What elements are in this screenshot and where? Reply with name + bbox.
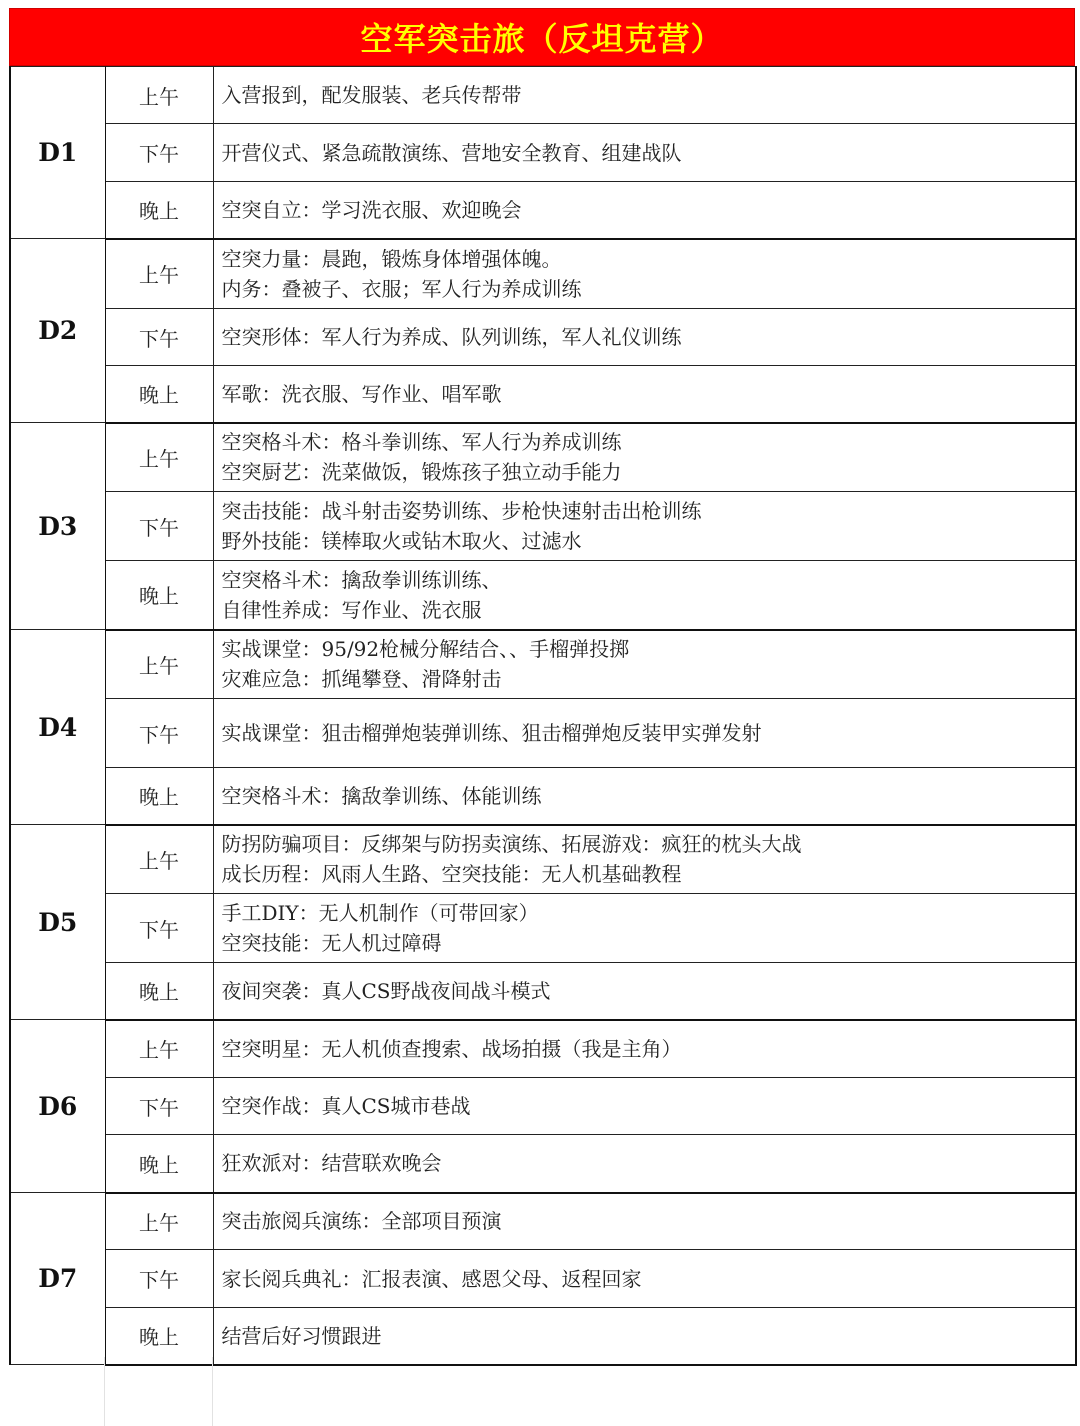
day-label: D1 bbox=[10, 67, 105, 239]
schedule-row bbox=[10, 1193, 1076, 1250]
schedule-row bbox=[10, 963, 1076, 1020]
schedule-row bbox=[10, 1250, 1076, 1308]
period-label: 上午 bbox=[105, 630, 213, 699]
schedule-row bbox=[10, 423, 1076, 492]
period-label: 上午 bbox=[105, 239, 213, 309]
activity-cell bbox=[213, 963, 1076, 1020]
schedule-row bbox=[10, 1308, 1076, 1365]
schedule-row bbox=[10, 561, 1076, 630]
period-label: 下午 bbox=[105, 124, 213, 182]
schedule-row bbox=[10, 768, 1076, 825]
activity-line: 自律性养成：写作业、洗衣服 bbox=[221, 597, 482, 622]
schedule-row bbox=[10, 366, 1076, 423]
activity-line: 入营报到，配发服装、老兵传帮带 bbox=[221, 83, 522, 107]
period-label: 晚上 bbox=[105, 366, 213, 423]
activity-cell bbox=[213, 630, 1076, 699]
schedule-row bbox=[10, 699, 1076, 768]
activity-line: 夜间突袭：真人CS野战夜间战斗模式 bbox=[221, 978, 551, 1003]
activity-line: 空突明星：无人机侦查搜索、战场拍摄（我是主角） bbox=[221, 1036, 682, 1061]
period-label: 上午 bbox=[105, 67, 213, 124]
schedule-sheet bbox=[9, 8, 1075, 1366]
activity-cell bbox=[213, 1250, 1076, 1308]
period-label: 下午 bbox=[105, 309, 213, 366]
period-label: 上午 bbox=[105, 825, 213, 894]
activity-line: 空突格斗术：擒敌拳训练、体能训练 bbox=[221, 783, 542, 808]
activity-line: 实战课堂：95/92枪械分解结合、、手榴弹投掷 bbox=[221, 637, 630, 662]
activity-cell bbox=[213, 124, 1076, 182]
schedule-row bbox=[10, 492, 1076, 561]
day-label: D4 bbox=[10, 630, 105, 825]
period-label: 晚上 bbox=[105, 561, 213, 630]
period-label: 晚上 bbox=[105, 1308, 213, 1365]
period-label: 上午 bbox=[105, 1020, 213, 1078]
activity-line: 空突格斗术：格斗拳训练、军人行为养成训练 bbox=[221, 430, 622, 455]
activity-line: 防拐防骗项目：反绑架与防拐卖演练、拓展游戏：疯狂的枕头大战 bbox=[221, 832, 802, 857]
activity-line: 空突自立：学习洗衣服、欢迎晚会 bbox=[221, 197, 522, 222]
schedule-row bbox=[10, 1135, 1076, 1193]
period-label: 下午 bbox=[105, 699, 213, 768]
activity-line: 空突格斗术：擒敌拳训练训练、 bbox=[221, 567, 502, 592]
activity-cell bbox=[213, 768, 1076, 825]
period-label: 下午 bbox=[105, 492, 213, 561]
activity-line: 成长历程：风雨人生路、空突技能：无人机基础教程 bbox=[221, 862, 682, 887]
day-label: D7 bbox=[10, 1193, 105, 1365]
day-label: D2 bbox=[10, 239, 105, 423]
period-label: 下午 bbox=[105, 1078, 213, 1135]
activity-line: 空突技能：无人机过障碍 bbox=[221, 931, 442, 955]
activity-cell bbox=[213, 1135, 1076, 1193]
activity-cell bbox=[213, 1193, 1076, 1250]
activity-line: 开营仪式、紧急疏散演练、营地安全教育、组建战队 bbox=[221, 140, 682, 165]
schedule-title: 空军突击旅（反坦克营） bbox=[9, 8, 1075, 66]
schedule-row bbox=[10, 67, 1076, 124]
activity-cell bbox=[213, 423, 1076, 492]
activity-line: 空突厨艺：洗菜做饭，锻炼孩子独立动手能力 bbox=[221, 460, 622, 485]
schedule-table bbox=[9, 66, 1077, 1366]
activity-cell bbox=[213, 894, 1076, 963]
activity-line: 结营后好习惯跟进 bbox=[221, 1323, 382, 1348]
activity-line: 空突形体：军人行为养成、队列训练，军人礼仪训练 bbox=[221, 325, 682, 349]
period-label: 晚上 bbox=[105, 963, 213, 1020]
activity-cell bbox=[213, 182, 1076, 239]
activity-cell bbox=[213, 492, 1076, 561]
schedule-row bbox=[10, 1020, 1076, 1078]
schedule-row bbox=[10, 309, 1076, 366]
day-label: D5 bbox=[10, 825, 105, 1020]
activity-line: 狂欢派对：结营联欢晚会 bbox=[221, 1151, 442, 1176]
schedule-row bbox=[10, 1078, 1076, 1135]
period-label: 上午 bbox=[105, 1193, 213, 1250]
activity-cell bbox=[213, 366, 1076, 423]
activity-line: 空突作战：真人CS城市巷战 bbox=[221, 1094, 471, 1118]
schedule-row bbox=[10, 239, 1076, 309]
schedule-row bbox=[10, 124, 1076, 182]
day-label: D3 bbox=[10, 423, 105, 630]
activity-line: 军歌：洗衣服、写作业、唱军歌 bbox=[221, 381, 502, 406]
period-label: 下午 bbox=[105, 894, 213, 963]
activity-cell bbox=[213, 67, 1076, 124]
activity-line: 空突力量：晨跑，锻炼身体增强体魄。 bbox=[221, 246, 562, 271]
activity-cell bbox=[213, 239, 1076, 309]
schedule-row bbox=[10, 894, 1076, 963]
activity-line: 内务：叠被子、衣服；军人行为养成训练 bbox=[221, 276, 582, 301]
day-label: D6 bbox=[10, 1020, 105, 1193]
period-label: 晚上 bbox=[105, 182, 213, 239]
schedule-row bbox=[10, 182, 1076, 239]
schedule-row bbox=[10, 825, 1076, 894]
activity-cell bbox=[213, 825, 1076, 894]
empty-grid-area bbox=[0, 1357, 1080, 1426]
activity-cell bbox=[213, 1308, 1076, 1365]
activity-line: 手工DIY：无人机制作（可带回家） bbox=[221, 901, 539, 925]
schedule-row bbox=[10, 630, 1076, 699]
activity-cell bbox=[213, 1020, 1076, 1078]
activity-line: 实战课堂：狙击榴弹炮装弹训练、狙击榴弹炮反装甲实弹发射 bbox=[221, 721, 762, 745]
activity-line: 突击旅阅兵演练：全部项目预演 bbox=[221, 1209, 502, 1234]
activity-cell bbox=[213, 1078, 1076, 1135]
activity-cell bbox=[213, 699, 1076, 768]
activity-cell bbox=[213, 561, 1076, 630]
activity-cell bbox=[213, 309, 1076, 366]
period-label: 上午 bbox=[105, 423, 213, 492]
period-label: 晚上 bbox=[105, 768, 213, 825]
activity-line: 灾难应急：抓绳攀登、滑降射击 bbox=[221, 667, 502, 692]
period-label: 下午 bbox=[105, 1250, 213, 1308]
activity-line: 突击技能：战斗射击姿势训练、步枪快速射击出枪训练 bbox=[221, 499, 702, 523]
period-label: 晚上 bbox=[105, 1135, 213, 1193]
activity-line: 野外技能：镁棒取火或钻木取火、过滤水 bbox=[221, 529, 582, 553]
activity-line: 家长阅兵典礼：汇报表演、感恩父母、返程回家 bbox=[221, 1266, 642, 1291]
